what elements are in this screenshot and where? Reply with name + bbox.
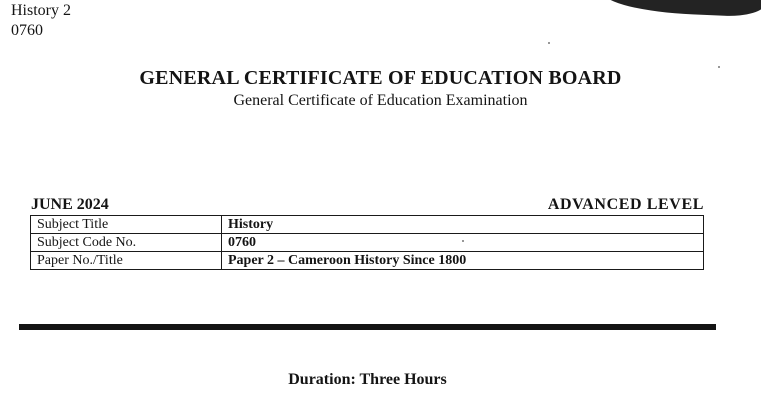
subject-title-value: History <box>222 216 704 234</box>
exam-duration: Duration: Three Hours <box>288 371 447 388</box>
scan-smudge <box>603 0 761 18</box>
exam-title-text: General Certificate of Education Examination <box>233 92 528 109</box>
paper-subject-line: History 2 <box>11 2 71 19</box>
exam-title <box>0 92 761 110</box>
paper-title-label: Paper No./Title <box>31 252 222 270</box>
table-row <box>31 216 704 234</box>
exam-session: JUNE 2024 <box>31 196 109 213</box>
subject-title-label: Subject Title <box>31 216 222 234</box>
scan-speck <box>548 42 550 44</box>
section-divider <box>19 324 716 330</box>
table-row <box>31 252 704 270</box>
paper-details-table <box>30 215 704 270</box>
exam-level: ADVANCED LEVEL <box>547 196 704 213</box>
board-title: GENERAL CERTIFICATE OF EDUCATION BOARD <box>139 67 622 89</box>
paper-code-line: 0760 <box>11 22 43 39</box>
table-row <box>31 234 704 252</box>
subject-code-label: Subject Code No. <box>31 234 222 252</box>
subject-code-value: 0760 <box>222 234 704 252</box>
paper-title-value: Paper 2 – Cameroon History Since 1800 <box>222 252 704 270</box>
